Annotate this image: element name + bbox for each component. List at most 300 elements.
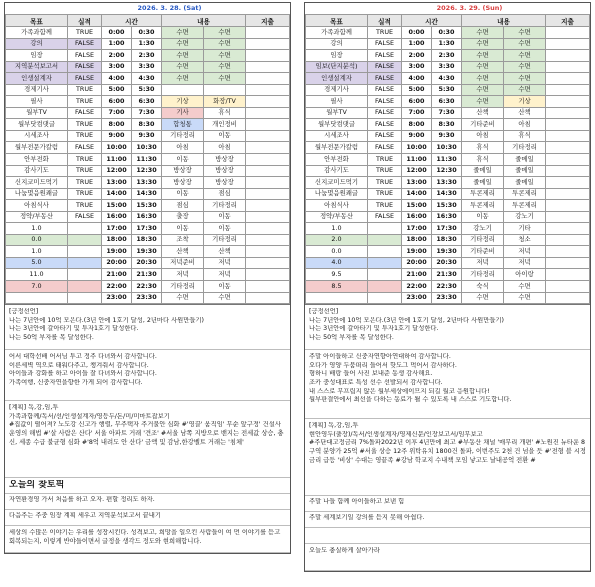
goal-cell[interactable]: 경제기사	[6, 84, 68, 96]
time-cell[interactable]: 14:30	[432, 188, 462, 200]
perf-cell[interactable]: TRUE	[368, 27, 402, 39]
activity-cell[interactable]: 기상	[504, 96, 546, 108]
spend-cell[interactable]	[546, 50, 590, 62]
goal-cell[interactable]: 나눔몇음원쾌글	[306, 188, 368, 200]
goal-cell[interactable]: 아침식사	[306, 200, 368, 212]
perf-cell[interactable]: TRUE	[68, 119, 102, 131]
perf-cell[interactable]	[68, 234, 102, 246]
activity-cell[interactable]: 저녁	[504, 246, 546, 258]
time-cell[interactable]: 20:00	[402, 257, 432, 269]
time-cell[interactable]: 7:30	[132, 107, 162, 119]
spend-cell[interactable]	[246, 38, 290, 50]
spend-cell[interactable]	[246, 246, 290, 258]
spend-cell[interactable]	[546, 281, 590, 293]
time-cell[interactable]: 21:30	[132, 269, 162, 281]
time-cell[interactable]: 18:30	[432, 234, 462, 246]
time-cell[interactable]: 16:00	[102, 211, 132, 223]
activity-cell[interactable]: 투콘제리	[462, 200, 504, 212]
spend-cell[interactable]	[246, 188, 290, 200]
goal-cell[interactable]: 강의	[6, 38, 68, 50]
perf-cell[interactable]: FALSE	[368, 84, 402, 96]
activity-cell[interactable]: 기사	[162, 107, 204, 119]
goal-cell[interactable]: 감사기도	[306, 165, 368, 177]
goal-cell[interactable]: 아침식사	[6, 200, 68, 212]
goal-cell[interactable]: 월부TV	[6, 107, 68, 119]
activity-cell[interactable]: 수면	[504, 61, 546, 73]
activity-cell[interactable]: 강노기	[462, 223, 504, 235]
goal-cell[interactable]: 안부전화	[306, 154, 368, 166]
spend-cell[interactable]	[246, 200, 290, 212]
activity-cell[interactable]: 방상장	[204, 154, 246, 166]
time-cell[interactable]: 6:00	[402, 96, 432, 108]
activity-cell[interactable]: 휴식	[504, 130, 546, 142]
perf-cell[interactable]: TRUE	[368, 154, 402, 166]
time-cell[interactable]: 9:30	[432, 130, 462, 142]
time-cell[interactable]: 19:30	[432, 246, 462, 258]
activity-cell[interactable]: 방상장	[204, 165, 246, 177]
activity-cell[interactable]: 산책	[204, 246, 246, 258]
spend-cell[interactable]	[246, 257, 290, 269]
time-cell[interactable]: 0:00	[402, 27, 432, 39]
time-cell[interactable]: 3:00	[402, 61, 432, 73]
activity-cell[interactable]: 기타정리	[462, 269, 504, 281]
activity-cell[interactable]: 수면	[204, 292, 246, 304]
goal-cell[interactable]	[6, 292, 68, 304]
spend-cell[interactable]	[546, 246, 590, 258]
time-cell[interactable]: 12:30	[132, 165, 162, 177]
spend-cell[interactable]	[546, 107, 590, 119]
spend-cell[interactable]	[546, 130, 590, 142]
activity-cell[interactable]: 개인정비	[204, 119, 246, 131]
goal-cell[interactable]: 안부전화	[6, 154, 68, 166]
goal-cell[interactable]: 필사	[6, 96, 68, 108]
time-cell[interactable]: 17:30	[132, 223, 162, 235]
time-cell[interactable]: 2:00	[102, 50, 132, 62]
time-cell[interactable]: 20:30	[132, 257, 162, 269]
perf-cell[interactable]: FALSE	[368, 119, 402, 131]
goal-cell[interactable]: 1.0	[6, 246, 68, 258]
perf-cell[interactable]	[68, 281, 102, 293]
activity-cell[interactable]: 수면	[504, 292, 546, 304]
activity-cell[interactable]: 점심	[162, 200, 204, 212]
time-cell[interactable]: 8:30	[432, 119, 462, 131]
time-cell[interactable]: 13:30	[432, 177, 462, 189]
spend-cell[interactable]	[546, 142, 590, 154]
goal-cell[interactable]: 7.0	[6, 281, 68, 293]
time-cell[interactable]: 0:00	[102, 27, 132, 39]
time-cell[interactable]: 17:30	[432, 223, 462, 235]
time-cell[interactable]: 22:30	[132, 281, 162, 293]
perf-cell[interactable]: FALSE	[68, 73, 102, 85]
activity-cell[interactable]: 저녁	[162, 269, 204, 281]
time-cell[interactable]: 5:30	[432, 84, 462, 96]
activity-cell[interactable]: 수면	[504, 27, 546, 39]
time-cell[interactable]: 5:00	[102, 84, 132, 96]
spend-cell[interactable]	[546, 27, 590, 39]
activity-cell[interactable]: 수면	[162, 27, 204, 39]
spend-cell[interactable]	[246, 177, 290, 189]
goal-cell[interactable]: 월부닷컴댓글	[6, 119, 68, 131]
perf-cell[interactable]: FALSE	[68, 211, 102, 223]
spend-cell[interactable]	[246, 27, 290, 39]
perf-cell[interactable]: FALSE	[368, 211, 402, 223]
activity-cell[interactable]: 줄메일	[504, 154, 546, 166]
spend-cell[interactable]	[246, 107, 290, 119]
time-cell[interactable]: 15:30	[132, 200, 162, 212]
time-cell[interactable]: 5:00	[402, 84, 432, 96]
activity-cell[interactable]: 이동	[162, 223, 204, 235]
perf-cell[interactable]: TRUE	[368, 200, 402, 212]
time-cell[interactable]: 3:00	[102, 61, 132, 73]
spend-cell[interactable]	[246, 165, 290, 177]
activity-cell[interactable]: 수면	[162, 73, 204, 85]
time-cell[interactable]: 3:30	[432, 61, 462, 73]
spend-cell[interactable]	[246, 211, 290, 223]
activity-cell[interactable]: 저녁준비	[162, 257, 204, 269]
activity-cell[interactable]: 기타준비	[462, 246, 504, 258]
goal-cell[interactable]	[306, 292, 368, 304]
time-cell[interactable]: 15:00	[402, 200, 432, 212]
perf-cell[interactable]: FALSE	[368, 130, 402, 142]
goal-cell[interactable]: 0.0	[306, 246, 368, 258]
spend-cell[interactable]	[246, 130, 290, 142]
activity-cell[interactable]: 기타	[504, 223, 546, 235]
time-cell[interactable]: 7:00	[102, 107, 132, 119]
activity-cell[interactable]: 저녁	[204, 257, 246, 269]
spend-cell[interactable]	[546, 177, 590, 189]
activity-cell[interactable]: 이동	[204, 130, 246, 142]
spend-cell[interactable]	[546, 211, 590, 223]
activity-cell[interactable]: 수면	[462, 27, 504, 39]
activity-cell[interactable]: 이동	[204, 281, 246, 293]
time-cell[interactable]: 13:00	[402, 177, 432, 189]
goal-cell[interactable]: 경제기사	[306, 84, 368, 96]
time-cell[interactable]: 1:00	[402, 38, 432, 50]
activity-cell[interactable]	[204, 84, 246, 96]
time-cell[interactable]: 14:30	[132, 188, 162, 200]
activity-cell[interactable]: 기상	[162, 96, 204, 108]
goal-cell[interactable]: 인생설계자	[6, 73, 68, 85]
activity-cell[interactable]: 수면	[162, 292, 204, 304]
goal-cell[interactable]: 시세조사	[306, 130, 368, 142]
activity-cell[interactable]: 출장	[162, 211, 204, 223]
time-cell[interactable]: 7:30	[432, 107, 462, 119]
time-cell[interactable]: 5:30	[132, 84, 162, 96]
activity-cell[interactable]: 이동	[162, 188, 204, 200]
perf-cell[interactable]: TRUE	[368, 165, 402, 177]
time-cell[interactable]: 7:00	[402, 107, 432, 119]
activity-cell[interactable]: 줄메일	[462, 165, 504, 177]
activity-cell[interactable]: 방상장	[162, 177, 204, 189]
perf-cell[interactable]: TRUE	[68, 200, 102, 212]
perf-cell[interactable]: TRUE	[368, 177, 402, 189]
time-cell[interactable]: 2:30	[432, 50, 462, 62]
activity-cell[interactable]: 수면	[504, 38, 546, 50]
spend-cell[interactable]	[246, 234, 290, 246]
perf-cell[interactable]: FALSE	[368, 96, 402, 108]
goal-cell[interactable]: 지역분석보고서	[6, 61, 68, 73]
time-cell[interactable]: 14:00	[402, 188, 432, 200]
time-cell[interactable]: 13:00	[102, 177, 132, 189]
activity-cell[interactable]: 수면	[162, 61, 204, 73]
spend-cell[interactable]	[546, 96, 590, 108]
goal-cell[interactable]: 임장	[306, 50, 368, 62]
activity-cell[interactable]: 기타준비	[462, 119, 504, 131]
perf-cell[interactable]: FALSE	[68, 50, 102, 62]
activity-cell[interactable]: 수면	[504, 73, 546, 85]
goal-cell[interactable]: 필사	[306, 96, 368, 108]
goal-cell[interactable]: 정약/부동산	[306, 211, 368, 223]
activity-cell[interactable]: 이동	[462, 211, 504, 223]
time-cell[interactable]: 4:00	[402, 73, 432, 85]
activity-cell[interactable]: 저녁	[462, 257, 504, 269]
time-cell[interactable]: 16:30	[132, 211, 162, 223]
perf-cell[interactable]	[368, 257, 402, 269]
perf-cell[interactable]: TRUE	[68, 130, 102, 142]
goal-cell[interactable]: 임장	[6, 50, 68, 62]
perf-cell[interactable]	[368, 234, 402, 246]
time-cell[interactable]: 18:30	[132, 234, 162, 246]
time-cell[interactable]: 20:30	[432, 257, 462, 269]
time-cell[interactable]: 21:00	[102, 269, 132, 281]
time-cell[interactable]: 10:30	[132, 142, 162, 154]
spend-cell[interactable]	[246, 269, 290, 281]
perf-cell[interactable]	[68, 246, 102, 258]
time-cell[interactable]: 20:00	[102, 257, 132, 269]
spend-cell[interactable]	[546, 292, 590, 304]
activity-cell[interactable]: 기타정리	[204, 200, 246, 212]
spend-cell[interactable]	[546, 257, 590, 269]
goal-cell[interactable]: 월부TV	[306, 107, 368, 119]
goal-cell[interactable]: 가족과함께	[6, 27, 68, 39]
activity-cell[interactable]: 기타정리	[204, 234, 246, 246]
perf-cell[interactable]	[368, 246, 402, 258]
spend-cell[interactable]	[546, 188, 590, 200]
time-cell[interactable]: 12:30	[432, 165, 462, 177]
time-cell[interactable]: 1:30	[432, 38, 462, 50]
time-cell[interactable]: 15:30	[432, 200, 462, 212]
perf-cell[interactable]: FALSE	[368, 142, 402, 154]
time-cell[interactable]: 23:30	[432, 292, 462, 304]
goal-cell[interactable]: 시세조사	[6, 130, 68, 142]
activity-cell[interactable]: 휴식	[204, 107, 246, 119]
activity-cell[interactable]: 아침	[462, 130, 504, 142]
time-cell[interactable]: 12:00	[102, 165, 132, 177]
perf-cell[interactable]: TRUE	[68, 188, 102, 200]
perf-cell[interactable]	[68, 292, 102, 304]
time-cell[interactable]: 14:00	[102, 188, 132, 200]
activity-cell[interactable]: 강노기	[504, 211, 546, 223]
goal-cell[interactable]: 0.0	[6, 234, 68, 246]
time-cell[interactable]: 0:30	[432, 27, 462, 39]
goal-cell[interactable]: 11.0	[6, 269, 68, 281]
time-cell[interactable]: 22:00	[102, 281, 132, 293]
perf-cell[interactable]: FALSE	[368, 50, 402, 62]
time-cell[interactable]: 19:00	[402, 246, 432, 258]
activity-cell[interactable]: 이동	[204, 223, 246, 235]
goal-cell[interactable]: 강의	[306, 38, 368, 50]
goal-cell[interactable]: 신지코미드먹기	[306, 177, 368, 189]
perf-cell[interactable]: FALSE	[68, 38, 102, 50]
perf-cell[interactable]: FALSE	[68, 61, 102, 73]
time-cell[interactable]: 0:30	[132, 27, 162, 39]
spend-cell[interactable]	[546, 73, 590, 85]
activity-cell[interactable]: 수면	[204, 38, 246, 50]
perf-cell[interactable]	[368, 292, 402, 304]
activity-cell[interactable]: 투콘제리	[504, 188, 546, 200]
activity-cell[interactable]: 수면	[162, 38, 204, 50]
time-cell[interactable]: 12:00	[402, 165, 432, 177]
activity-cell[interactable]: 이동	[204, 211, 246, 223]
time-cell[interactable]: 17:00	[402, 223, 432, 235]
time-cell[interactable]: 8:00	[102, 119, 132, 131]
activity-cell[interactable]: 휴식	[462, 142, 504, 154]
perf-cell[interactable]: TRUE	[68, 177, 102, 189]
time-cell[interactable]: 13:30	[132, 177, 162, 189]
time-cell[interactable]: 2:00	[402, 50, 432, 62]
goal-cell[interactable]: 9.5	[306, 269, 368, 281]
time-cell[interactable]: 19:30	[132, 246, 162, 258]
time-cell[interactable]: 4:00	[102, 73, 132, 85]
activity-cell[interactable]: 수면	[462, 73, 504, 85]
time-cell[interactable]: 6:30	[432, 96, 462, 108]
goal-cell[interactable]: 가족과함께	[306, 27, 368, 39]
activity-cell[interactable]: 투콘제리	[462, 188, 504, 200]
goal-cell[interactable]: 정약/부동산	[6, 211, 68, 223]
activity-cell[interactable]: 산책	[162, 246, 204, 258]
activity-cell[interactable]: 기타정리	[162, 130, 204, 142]
activity-cell[interactable]: 청소	[504, 234, 546, 246]
time-cell[interactable]: 19:00	[102, 246, 132, 258]
spend-cell[interactable]	[246, 119, 290, 131]
activity-cell[interactable]: 수면	[462, 38, 504, 50]
time-cell[interactable]: 10:00	[402, 142, 432, 154]
spend-cell[interactable]	[246, 84, 290, 96]
perf-cell[interactable]	[368, 269, 402, 281]
time-cell[interactable]: 2:30	[132, 50, 162, 62]
activity-cell[interactable]: 숙식	[462, 281, 504, 293]
time-cell[interactable]: 16:30	[432, 211, 462, 223]
perf-cell[interactable]: TRUE	[68, 84, 102, 96]
spend-cell[interactable]	[546, 223, 590, 235]
spend-cell[interactable]	[546, 119, 590, 131]
goal-cell[interactable]: 2.0	[306, 234, 368, 246]
perf-cell[interactable]: FALSE	[368, 73, 402, 85]
time-cell[interactable]: 16:00	[402, 211, 432, 223]
time-cell[interactable]: 10:00	[102, 142, 132, 154]
activity-cell[interactable]: 줄메일	[504, 165, 546, 177]
time-cell[interactable]: 4:30	[132, 73, 162, 85]
activity-cell[interactable]: 줄메일	[462, 177, 504, 189]
time-cell[interactable]: 22:00	[402, 281, 432, 293]
spend-cell[interactable]	[246, 292, 290, 304]
activity-cell[interactable]: 줄메일	[504, 177, 546, 189]
goal-cell[interactable]: 월부전문가칼럼	[306, 142, 368, 154]
activity-cell[interactable]: 수면	[204, 61, 246, 73]
perf-cell[interactable]: TRUE	[68, 96, 102, 108]
spend-cell[interactable]	[546, 61, 590, 73]
activity-cell[interactable]: 수면	[204, 73, 246, 85]
spend-cell[interactable]	[246, 154, 290, 166]
time-cell[interactable]: 9:00	[102, 130, 132, 142]
perf-cell[interactable]: TRUE	[68, 154, 102, 166]
time-cell[interactable]: 11:00	[402, 154, 432, 166]
perf-cell[interactable]	[68, 223, 102, 235]
time-cell[interactable]: 11:30	[132, 154, 162, 166]
time-cell[interactable]: 10:30	[432, 142, 462, 154]
goal-cell[interactable]: 5.0	[6, 257, 68, 269]
spend-cell[interactable]	[546, 84, 590, 96]
perf-cell[interactable]: TRUE	[368, 188, 402, 200]
perf-cell[interactable]: FALSE	[68, 142, 102, 154]
spend-cell[interactable]	[546, 200, 590, 212]
activity-cell[interactable]: 수면	[462, 84, 504, 96]
time-cell[interactable]: 4:30	[432, 73, 462, 85]
time-cell[interactable]: 11:00	[102, 154, 132, 166]
time-cell[interactable]: 3:30	[132, 61, 162, 73]
activity-cell[interactable]: 저녁	[504, 257, 546, 269]
perf-cell[interactable]: FALSE	[368, 38, 402, 50]
spend-cell[interactable]	[546, 269, 590, 281]
time-cell[interactable]: 6:00	[102, 96, 132, 108]
time-cell[interactable]: 8:00	[402, 119, 432, 131]
perf-cell[interactable]: TRUE	[68, 27, 102, 39]
time-cell[interactable]: 21:30	[432, 269, 462, 281]
perf-cell[interactable]: TRUE	[68, 165, 102, 177]
spend-cell[interactable]	[246, 73, 290, 85]
activity-cell[interactable]	[162, 84, 204, 96]
activity-cell[interactable]: 산책	[504, 107, 546, 119]
spend-cell[interactable]	[546, 234, 590, 246]
goal-cell[interactable]: 나눔몇음원쾌글	[6, 188, 68, 200]
activity-cell[interactable]: 기타정리	[462, 234, 504, 246]
activity-cell[interactable]: 아침	[162, 142, 204, 154]
time-cell[interactable]: 18:00	[102, 234, 132, 246]
time-cell[interactable]: 23:00	[102, 292, 132, 304]
perf-cell[interactable]: FALSE	[68, 107, 102, 119]
activity-cell[interactable]: 아침	[504, 119, 546, 131]
activity-cell[interactable]: 휴식	[462, 154, 504, 166]
activity-cell[interactable]: 기타정리	[162, 281, 204, 293]
activity-cell[interactable]: 아이랑	[504, 269, 546, 281]
goal-cell[interactable]: 인생설계자	[306, 73, 368, 85]
time-cell[interactable]: 17:00	[102, 223, 132, 235]
activity-cell[interactable]: 수면	[462, 50, 504, 62]
time-cell[interactable]: 9:00	[402, 130, 432, 142]
activity-cell[interactable]: 방상장	[162, 165, 204, 177]
activity-cell[interactable]: 수면	[504, 84, 546, 96]
goal-cell[interactable]: 임보(단지분석)	[306, 61, 368, 73]
spend-cell[interactable]	[246, 142, 290, 154]
goal-cell[interactable]: 감사기도	[6, 165, 68, 177]
activity-cell[interactable]: 수면	[462, 292, 504, 304]
goal-cell[interactable]: 신지코미드먹기	[6, 177, 68, 189]
perf-cell[interactable]: FALSE	[368, 107, 402, 119]
activity-cell[interactable]: 수면	[504, 50, 546, 62]
activity-cell[interactable]: 수면	[204, 50, 246, 62]
spend-cell[interactable]	[246, 223, 290, 235]
activity-cell[interactable]: 기타정리	[504, 142, 546, 154]
activity-cell[interactable]: 수면	[204, 27, 246, 39]
goal-cell[interactable]: 1.0	[6, 223, 68, 235]
spend-cell[interactable]	[246, 281, 290, 293]
activity-cell[interactable]: 수면	[504, 281, 546, 293]
time-cell[interactable]: 11:30	[432, 154, 462, 166]
spend-cell[interactable]	[246, 96, 290, 108]
activity-cell[interactable]: 조착	[162, 234, 204, 246]
perf-cell[interactable]	[68, 257, 102, 269]
time-cell[interactable]: 18:00	[402, 234, 432, 246]
